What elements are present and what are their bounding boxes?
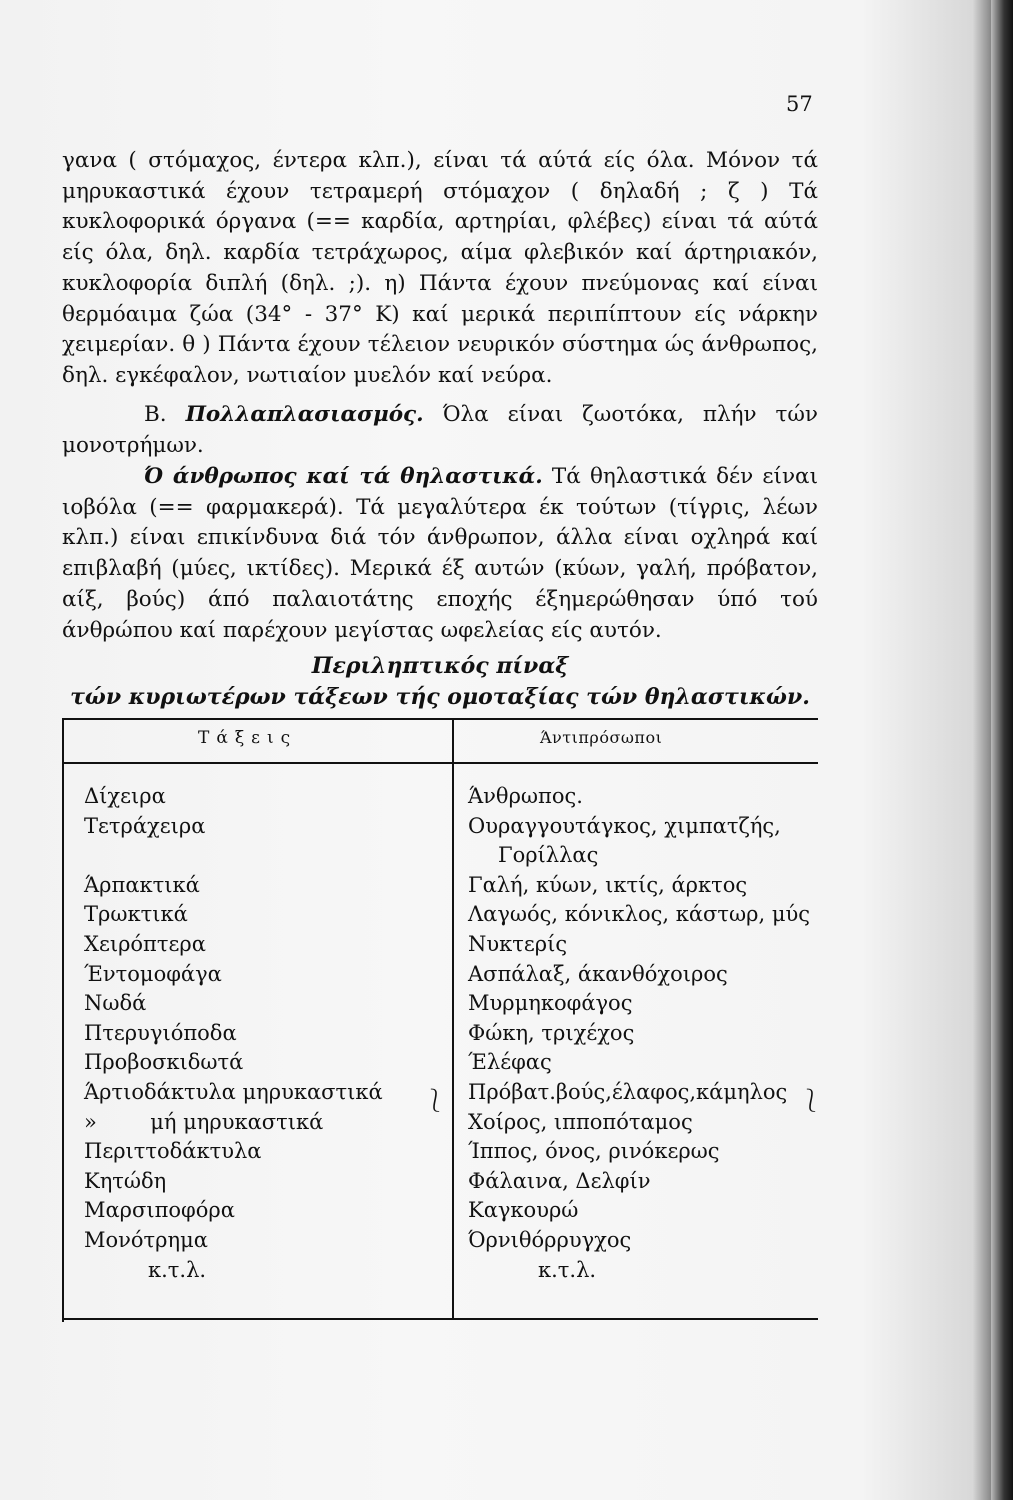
paragraph-man-and-mammals [62,462,818,646]
table-cell-representative: Πρόβατ.βούς,έλαφος,κάμηλος [468,1080,788,1104]
table-title-line2: τών κυριωτέρων τάξεων τής ομοταξίας τών θηλαστικών. [70,684,810,710]
table-cell-order: » μή μηρυκαστικά [84,1109,324,1134]
table-cell-representative: κ.τ.λ. [538,1257,597,1282]
table-header-rule [62,762,818,764]
table-cell-representative: Φάλαινα, Δελφίν [468,1168,651,1193]
section-heading-man: Ό άνθρωπος καί τά θηλαστικά. [144,464,543,489]
table-cell-representative: Χοίρος, ιπποπόταμος [468,1109,693,1134]
brace-right-group: ⎱ [800,1089,823,1114]
header-representatives: Άντιπρόσωποι [540,728,663,747]
section-heading-reproduction: Πολλαπλασιασμός. [185,402,424,427]
table-cell-representative: Καγκουρώ [468,1198,579,1223]
book-spine-shadow [991,0,1013,1500]
brace-left-group: ⎱ [424,1089,447,1114]
table-cell-order: Μονότρημα [84,1228,208,1252]
page-number: 57 [786,92,813,116]
table-cell-order: Χειρόπτερα [84,932,206,956]
table-cell-order: Προβοσκιδωτά [84,1050,244,1075]
paragraph-organs: γανα ( στόμαχος, έντερα κλπ.), είναι τά αύτά είς όλα. Μόνον τά μηρυκαστικά έχουν τετραμερή στόμαχον ( δηλαδή ; ζ ) Τά κυκλοφορικά όργανα (== καρδία, αρτηρίαι, φλέβες) είναι τά αύτά είς όλα, δηλ. καρδία τετράχωρος, αίμα φλεβικόν καί άρτηριακόν, κυκλοφορία διπλή (δηλ. ;). η) Πάντα έχουν πνεύμονας καί είναι θερμόαιμα ζώα (34° - 37° Κ) καί μερικά περιπίπτουν είς νάρκην χειμερίαν. θ ) Πάντα έχουν τέλειον νευρικόν σύστημα ώς άνθρωπος, δηλ. εγκέφαλον, νωτιαίον μυελόν καί νεύρα. [62,148,818,388]
table-cell-order: Μαρσιποφόρα [84,1198,235,1223]
table-cell-order: Τετράχειρα [84,813,206,838]
table-column-divider [452,718,454,1318]
table-title-line1: Περιληπτικός πίναξ [311,653,569,679]
table-cell-representative: Γαλή, κύων, ικτίς, άρκτος [468,872,748,897]
table-cell-order: Πτερυγιόποδα [84,1020,237,1045]
table-cell-representative: Άνθρωπος. [468,784,583,808]
table-cell-order: κ.τ.λ. [148,1257,207,1282]
table-cell-representative: Ουραγγουτάγκος, χιμπατζής, [468,813,781,838]
table-cell-representative: Ίππος, όνος, ρινόκερως [468,1139,720,1164]
table-cell-order: Άρτιοδάκτυλα μηρυκαστικά [84,1080,383,1104]
table-cell-representative: Έλέφας [468,1050,552,1075]
table-cell-representative: Μυρμηκοφάγος [468,991,633,1016]
header-orders: Τάξεις [198,728,298,748]
table-cell-representative: Γορίλλας [498,843,599,868]
table-cell-order: Τρωκτικά [84,902,188,927]
table-cell-representative: Φώκη, τριχέχος [468,1020,635,1045]
table-cell-representative: Νυκτερίς [468,932,568,956]
table-cell-order: Έντομοφάγα [84,961,222,986]
table-cell-order: Κητώδη [84,1168,167,1193]
summary-table [62,718,823,1322]
table-cell-representative: Όρνιθόρρυγχος [468,1228,632,1252]
table-cell-order: Δίχειρα [84,784,166,808]
table-bottom-rule [62,1318,818,1320]
section-label: Β. [144,402,167,427]
table-left-border [62,718,64,1322]
table-cell-order: Άρπακτικά [84,872,200,897]
section-text-reproduction: Όλα είναι ζωοτόκα, πλήν τών μονοτρήμων. [62,402,818,458]
table-top-rule [62,718,818,720]
table-cell-order: Περιττοδάκτυλα [84,1139,262,1164]
table-cell-representative: Λαγωός, κόνικλος, κάστωρ, μύς [468,902,810,927]
section-text-man: Τά θηλαστικά δέν είναι ιοβόλα (== φαρμακερά). Τά μεγαλύτερα έκ τούτων (τίγρις, λέων κλπ.) είναι επικίνδυνα διά τόν άνθρωπον, άλλα είναι οχληρά καί επιβλαβή (μύες, ικτίδες). Μερικά έξ αυτών (κύων, γαλή, πρόβατον, αίξ, βούς) άπό παλαιοτάτης εποχής έξημερώθησαν ύπό τού άνθρώπου καί παρέχουν μεγίστας ωφελείας είς αυτόν. [62,464,819,643]
table-cell-representative: Ασπάλαξ, άκανθόχοιρος [468,961,728,986]
table-cell-order: Νωδά [84,991,147,1016]
paragraph-reproduction [62,400,818,461]
